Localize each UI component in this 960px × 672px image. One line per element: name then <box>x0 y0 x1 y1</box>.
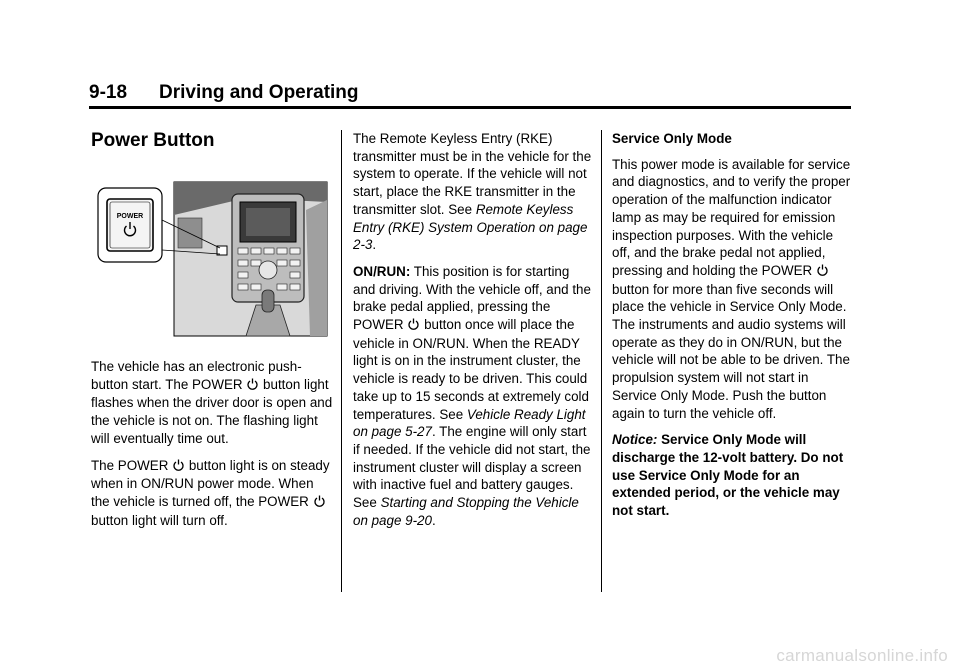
watermark: carmanualsonline.info <box>776 646 948 665</box>
paragraph-intro: The vehicle has an electronic push-button start. The POWER button light flashes when the driver door is open and the vehicle is not on. The flashing light will eventually time out. <box>91 359 333 446</box>
power-symbol-icon <box>817 263 828 281</box>
term-label: ON/RUN: <box>353 263 411 279</box>
section-title: Power Button <box>91 130 215 151</box>
notice-label: Notice: <box>612 432 658 448</box>
paragraph-on-run: ON/RUN: This position is for starting and driving. With the vehicle off, and the brake pedal applied, pressing the POWER button once will place the vehicle in ON/RUN. When the READY light is on in the instrument cluster, the vehicle is ready to be driven. This could take up to 15 seconds at extremely cold temperatures. See Vehicle Ready Light on page 5-27. The engine will only start if needed. If the vehicle did not start, the instrument cluster will display a screen with inactive fuel and battery gauges. See Starting and Stopping the Vehicle on page 9-20. <box>353 263 591 528</box>
power-button-illustration <box>96 180 328 340</box>
cross-reference-link[interactable]: Remote Keyless Entry (RKE) System Operation on page 2-3 <box>353 201 588 253</box>
power-label: POWER <box>116 213 144 220</box>
column-divider-left <box>341 130 342 592</box>
paragraph-rke: The Remote Keyless Entry (RKE) transmitter must be in the vehicle for the system to operate. If the vehicle will not start, place the RKE transmitter in the transmitter slot. See Remote Keyless Entry (RKE) System Operation on page 2-3. <box>353 131 592 253</box>
cross-reference-link[interactable]: Vehicle Ready Light on page 5-27 <box>353 406 586 440</box>
column-3 <box>612 130 852 529</box>
column-1 <box>91 130 333 538</box>
page-header <box>89 82 851 109</box>
column-divider-right <box>601 130 602 592</box>
chapter-title: Driving and Operating <box>159 82 359 103</box>
subsection-title: Service Only Mode <box>612 131 732 146</box>
console-illustration <box>96 180 328 340</box>
power-symbol-icon <box>314 494 325 512</box>
power-symbol-icon <box>247 377 258 395</box>
page-number: 9-18 <box>89 82 128 103</box>
column-2 <box>353 130 593 538</box>
power-symbol-icon <box>173 458 184 476</box>
notice-block: Notice: Service Only Mode will discharge the 12-volt battery. Do not use Service Only Mode for an extended period, or the vehicle may not start. <box>612 432 844 519</box>
paragraph-power-light: The POWER button light is on steady when in ON/RUN power mode. When the vehicle is turned off, the POWER button light will turn off. <box>91 457 330 528</box>
paragraph-service-mode: This power mode is available for service and diagnostics, and to verify the proper operation of the malfunction indicator lamp as may be required for emission inspection purposes. With the vehicle off, and the brake pedal not applied, pressing and holding the POWER button for more than five seconds will place the vehicle in Service Only Mode. The instruments and audio systems will operate as they do in ON/RUN, but the vehicle will not be able to be driven. The propulsion system will not start in Service Only Mode. Push the button again to turn the vehicle off. <box>612 156 851 421</box>
power-symbol-icon <box>408 317 419 335</box>
cross-reference-link[interactable]: Starting and Stopping the Vehicle on page 9-20 <box>353 495 579 528</box>
